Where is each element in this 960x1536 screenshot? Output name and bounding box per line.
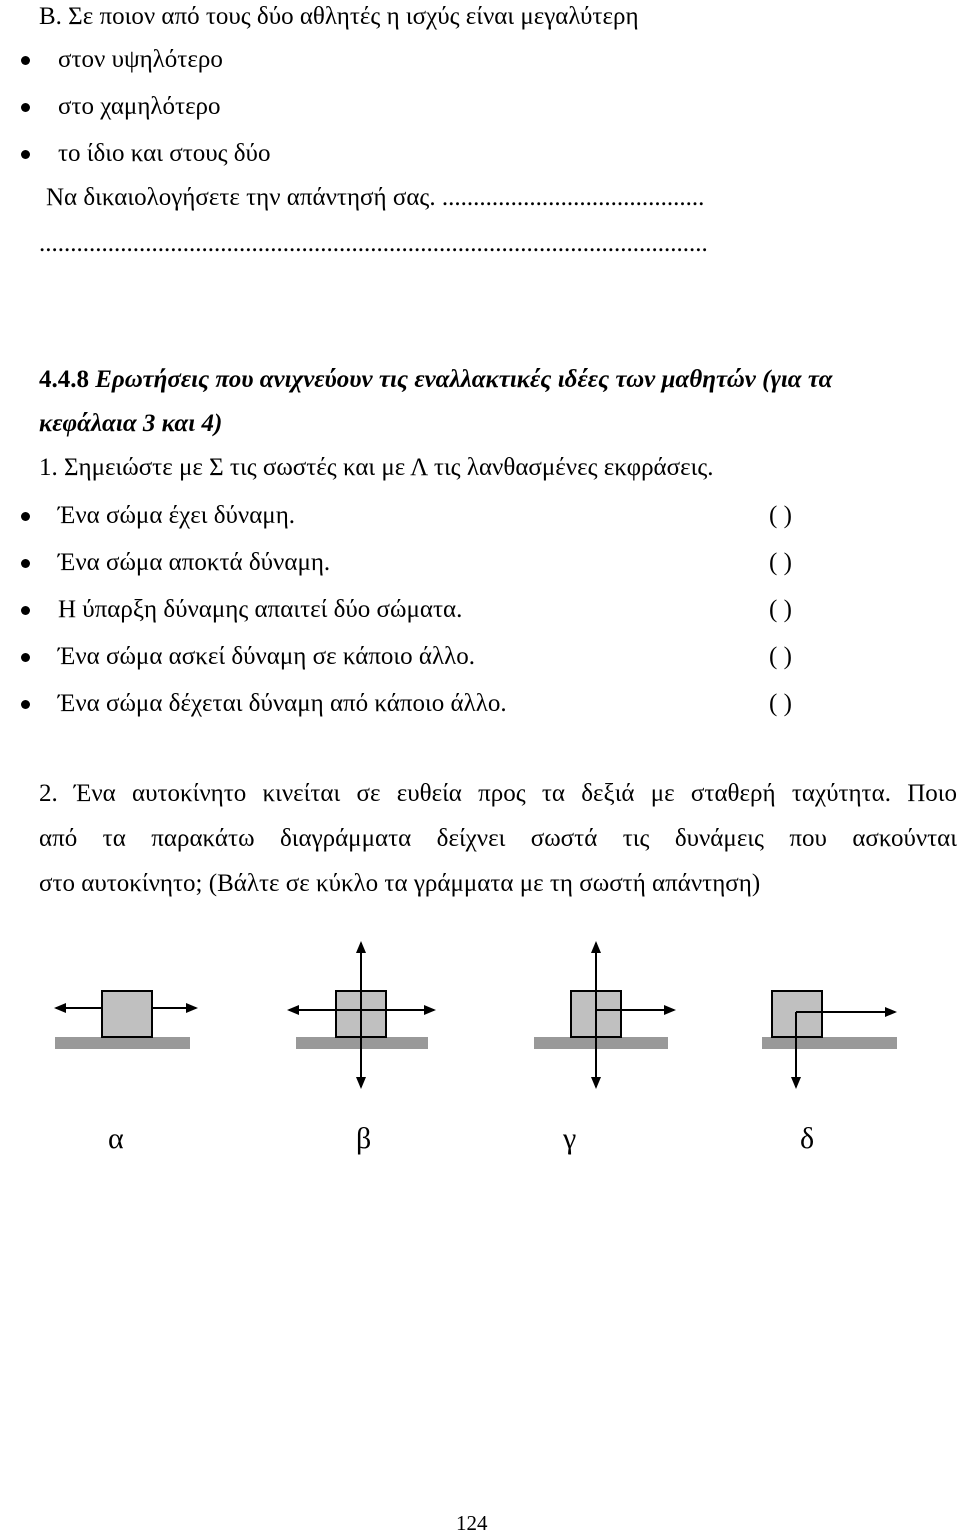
q2-line-1: 2. Ένα αυτοκίνητο κινείται σε ευθεία προς τα δεξιά με σταθερή ταχύτητα. Ποιο xyxy=(39,780,957,807)
bullet-icon xyxy=(21,559,30,568)
answer-dots: ........................................................................................................... xyxy=(39,230,708,257)
diagram-delta xyxy=(762,991,897,1087)
statement-text: Ένα σώμα έχει δύναμη. xyxy=(58,502,296,529)
justify-prompt: Να δικαιολογήσετε την απάντησή σας. .......................................... xyxy=(46,184,705,211)
q1-prompt: 1. Σημειώστε με Σ τις σωστές και με Λ τις λανθασμένες εκφράσεις. xyxy=(39,454,714,481)
answer-mark: ( ) xyxy=(769,596,792,623)
answer-mark: ( ) xyxy=(769,643,792,670)
statement-text: Ένα σώμα ασκεί δύναμη σε κάποιο άλλο. xyxy=(58,643,476,670)
bullet-icon xyxy=(21,103,30,112)
statement-text: Ένα σώμα δέχεται δύναμη από κάποιο άλλο. xyxy=(58,690,507,717)
option-letter-alpha[interactable]: α xyxy=(108,1122,124,1155)
q2-line-2: από τα παρακάτω διαγράμματα δείχνει σωστά τις δυνάμεις που ασκούνται xyxy=(39,825,957,852)
force-diagrams xyxy=(50,935,900,1105)
statement-text: Η ύπαρξη δύναμης απαιτεί δύο σώματα. xyxy=(58,596,463,623)
ground-block xyxy=(762,1037,897,1049)
bullet-icon xyxy=(21,606,30,615)
ground-block xyxy=(534,1037,668,1049)
statement-text: Ένα σώμα αποκτά δύναμη. xyxy=(58,549,331,576)
bullet-icon xyxy=(21,56,30,65)
diagram-gamma xyxy=(534,943,674,1087)
answer-mark: ( ) xyxy=(769,502,792,529)
section-title: Ερωτήσεις που ανιχνεύουν τις εναλλακτικές ιδέες των μαθητών (για τα xyxy=(95,366,833,393)
bullet-icon xyxy=(21,512,30,521)
option-text: στον υψηλότερο xyxy=(58,46,223,73)
option-letter-beta[interactable]: β xyxy=(356,1122,372,1155)
option-text: στο χαμηλότερο xyxy=(58,93,221,120)
bullet-icon xyxy=(21,700,30,709)
section-heading xyxy=(39,365,832,395)
section-heading-cont: κεφάλαια 3 και 4) xyxy=(39,410,223,437)
page-number: 124 xyxy=(456,1511,488,1535)
diagram-alpha xyxy=(55,991,196,1049)
answer-mark: ( ) xyxy=(769,690,792,717)
question-b-text: Β. Σε ποιον από τους δύο αθλητές η ισχύς είναι μεγαλύτερη xyxy=(39,3,639,30)
option-letter-delta[interactable]: δ xyxy=(800,1122,815,1155)
diagram-beta xyxy=(289,943,434,1087)
box-shape xyxy=(102,991,152,1037)
option-letter-gamma[interactable]: γ xyxy=(563,1122,577,1155)
section-number: 4.4.8 xyxy=(39,366,89,393)
bullet-icon xyxy=(21,653,30,662)
q2-line-3: στο αυτοκίνητο; (Βάλτε σε κύκλο τα γράμματα με τη σωστή απάντηση) xyxy=(39,870,761,897)
answer-mark: ( ) xyxy=(769,549,792,576)
bullet-icon xyxy=(21,150,30,159)
ground-block xyxy=(55,1037,190,1049)
option-text: το ίδιο και στους δύο xyxy=(58,140,271,167)
